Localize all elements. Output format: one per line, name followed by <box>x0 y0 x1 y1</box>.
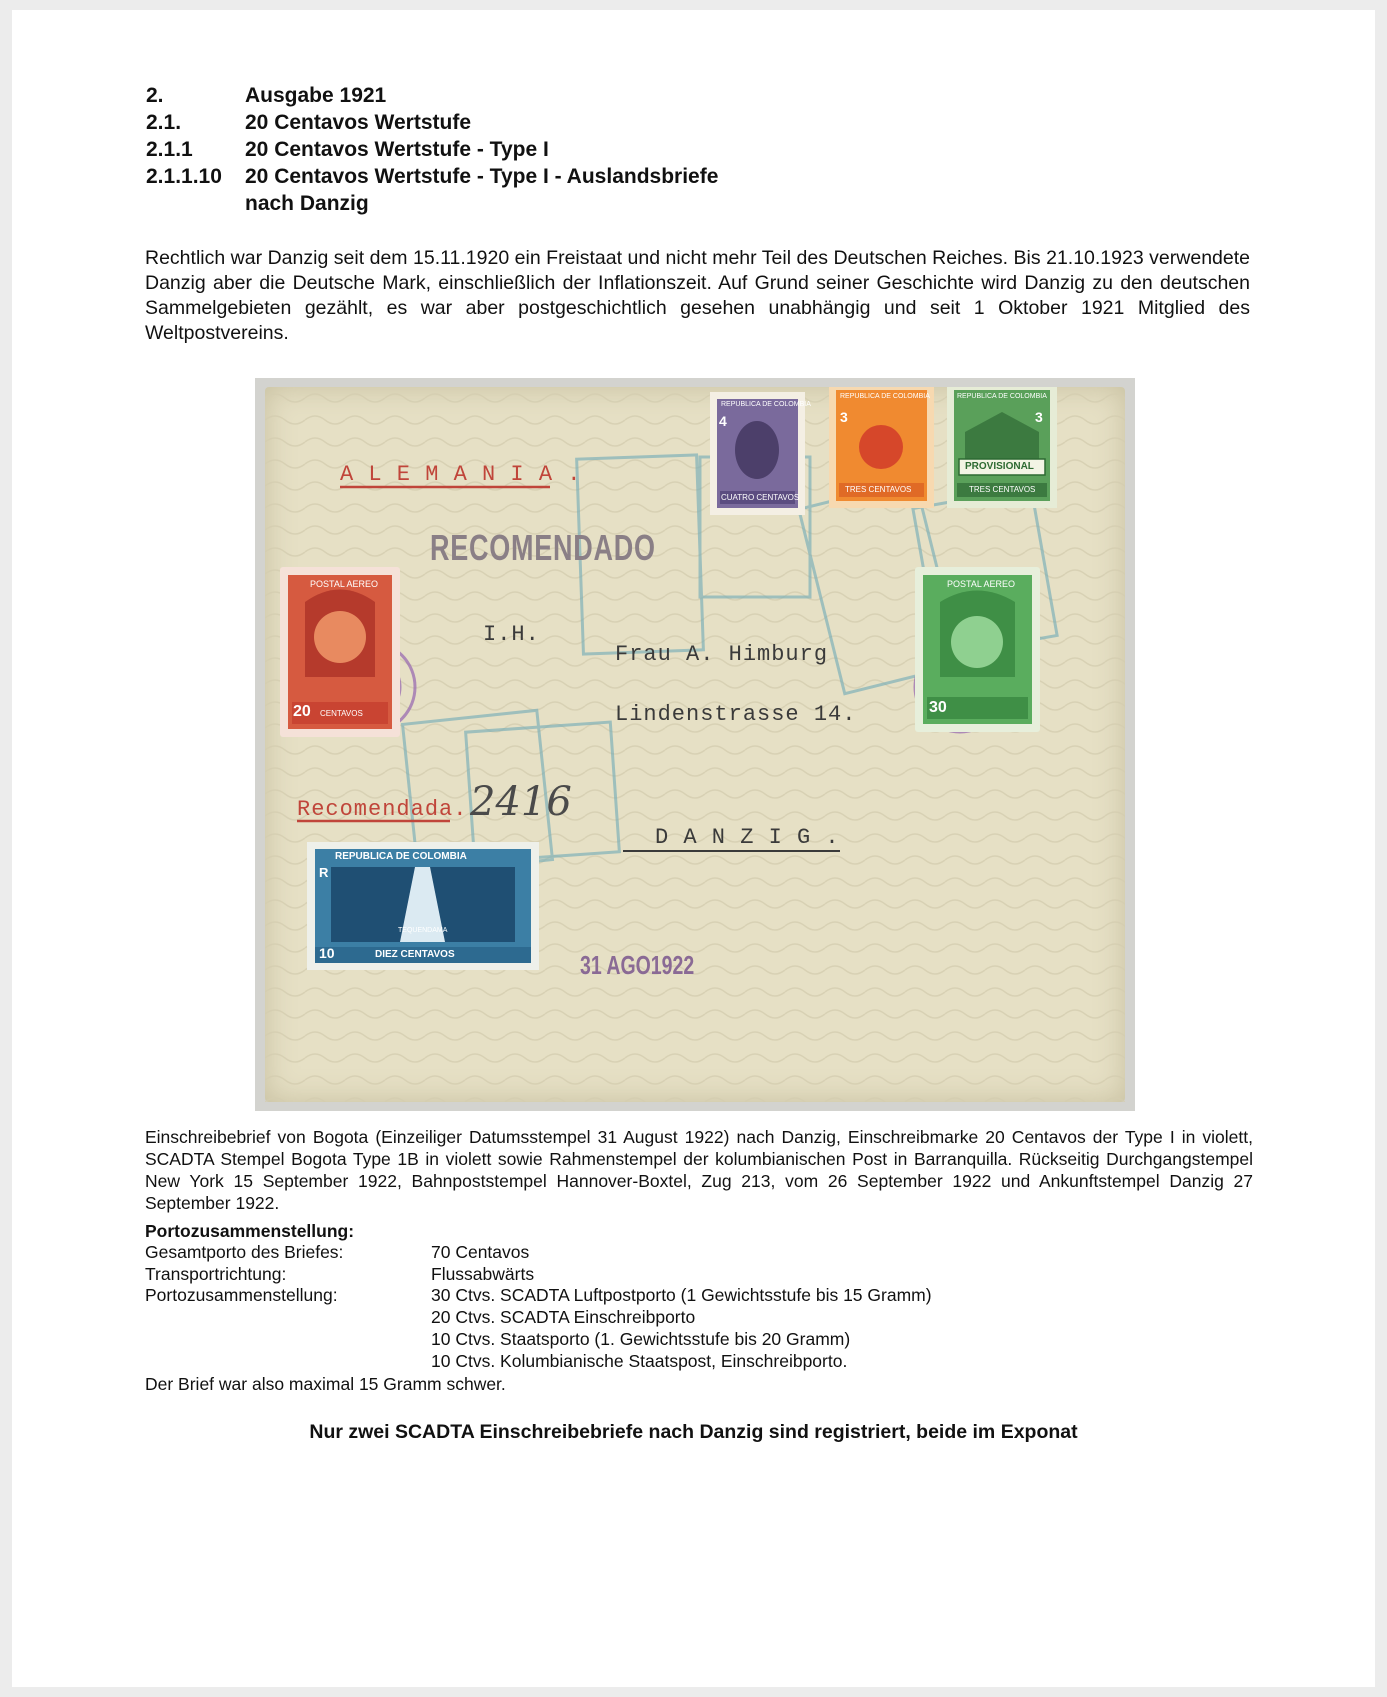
weight-conclusion: Der Brief war also maximal 15 Gramm schwer. <box>145 1374 506 1394</box>
heading-number: 2.1. <box>146 111 182 134</box>
addressee-street: Lindenstrasse 14. <box>615 702 857 727</box>
date-stamp: 31 AGO1922 <box>580 950 695 980</box>
stamp-green-top: REPUBLICA DE COLOMBIA <box>957 393 1047 400</box>
porto-value: 70 Centavos <box>431 1242 530 1262</box>
heading-text: nach Danzig <box>245 192 369 215</box>
recomendado-stamp: RECOMENDADO <box>430 527 656 568</box>
final-note: Nur zwei SCADTA Einschreibebriefe nach Danzig sind registriert, beide im Exponat <box>309 1421 1078 1443</box>
cover-caption: Einschreibebrief von Bogota (Einzeiliger Datumsstempel 31 August 1922) nach Danzig, Einschreibmarke 20 Centavos der Type I in violett, SCADTA Stempel Bogota Type 1B in violett sowie Rahmenstempel der kolumbianischen Post in Barranquilla. Rückseitig Durchgangstempel New York 15 September 1922, Bahnpoststempel Hannover-Boxtel, Zug 213, vom 26 September 1922 und Ankunftstempel Danzig 27 September 1922. <box>145 1127 1253 1213</box>
section-headings <box>146 82 1246 217</box>
porto-row <box>145 1242 1145 1264</box>
stamp-violet-bottom: CUATRO CENTAVOS <box>721 493 800 502</box>
heading-number: 2.1.1.10 <box>146 165 222 188</box>
heading-number: 2.1.1 <box>146 138 193 161</box>
stamp-blue-bottom: DIEZ CENTAVOS <box>375 949 455 960</box>
porto-title: Portozusammenstellung: <box>145 1221 355 1241</box>
registration-number: 2416 <box>470 779 572 825</box>
heading-row <box>146 190 1246 217</box>
destination-country: A L E M A N I A . <box>340 462 582 487</box>
stamp-red-top: POSTAL AEREO <box>310 579 379 589</box>
recomendada-note: Recomendada. <box>297 797 468 822</box>
porto-value: 10 Ctvs. Staatsporto (1. Gewichtsstufe bis 20 Gramm) <box>431 1328 851 1349</box>
heading-row <box>146 82 1246 109</box>
heading-text: 20 Centavos Wertstufe - Type I - Auslandsbriefe <box>245 165 719 188</box>
porto-label: Transportrichtung: <box>145 1263 287 1284</box>
heading-row <box>146 163 1246 190</box>
porto-row <box>145 1307 1145 1329</box>
heading-text: 20 Centavos Wertstufe - Type I <box>245 138 549 161</box>
cover-photo <box>255 378 1135 1111</box>
addressee-name: Frau A. Himburg <box>615 642 829 667</box>
envelope <box>265 387 1125 1102</box>
addressee-city: D A N Z I G . <box>655 825 840 850</box>
stamp-blue-r: R <box>319 865 329 880</box>
stamp-blue-top: REPUBLICA DE COLOMBIA <box>335 851 467 862</box>
porto-label <box>145 1329 431 1351</box>
heading-row <box>146 136 1246 163</box>
porto-value: 30 Ctvs. SCADTA Luftpostporto (1 Gewichtsstufe bis 15 Gramm) <box>431 1285 932 1306</box>
porto-value: 10 Ctvs. Kolumbianische Staatspost, Einschreibporto. <box>431 1350 848 1371</box>
porto-row <box>145 1329 1145 1351</box>
heading-text: 20 Centavos Wertstufe <box>245 111 472 134</box>
stamp-green-value: 3 <box>1035 409 1043 425</box>
stamp-orange-top: REPUBLICA DE COLOMBIA <box>840 393 930 400</box>
stamp-green-air-top: POSTAL AEREO <box>947 579 1016 589</box>
stamp-orange-value: 3 <box>840 409 848 425</box>
porto-label: Portozusammenstellung: <box>145 1285 338 1306</box>
heading-row <box>146 109 1246 136</box>
porto-value: 20 Ctvs. SCADTA Einschreibporto <box>431 1307 696 1328</box>
porto-table <box>145 1242 1145 1372</box>
stamp-violet-top: REPUBLICA DE COLOMBIA <box>721 401 811 408</box>
porto-value: Flussabwärts <box>431 1263 535 1284</box>
heading-number <box>146 190 245 217</box>
stamp-blue-value: 10 <box>319 945 335 961</box>
porto-row <box>145 1351 1145 1373</box>
porto-row <box>145 1264 1145 1286</box>
envelope-artwork <box>265 387 1125 1102</box>
stamp-orange-bottom: TRES CENTAVOS <box>845 485 912 494</box>
stamp-blue-mid: TEQUENDAMA <box>398 927 448 934</box>
stamp-red-bottom: CENTAVOS <box>320 709 363 718</box>
porto-label: Gesamtporto des Briefes: <box>145 1242 344 1262</box>
stamp-violet-value: 4 <box>719 413 727 429</box>
stamp-green-overprint: PROVISIONAL <box>965 461 1034 472</box>
sender-initials: I.H. <box>483 622 540 647</box>
heading-text: Ausgabe 1921 <box>245 84 387 107</box>
porto-row <box>145 1285 1145 1307</box>
heading-number: 2. <box>146 84 164 107</box>
stamp-green-bottom: TRES CENTAVOS <box>969 485 1036 494</box>
stamp-green-air-value: 30 <box>929 699 947 716</box>
porto-label <box>145 1351 431 1373</box>
intro-paragraph: Rechtlich war Danzig seit dem 15.11.1920 ein Freistaat und nicht mehr Teil des Deutschen Reiches. Bis 21.10.1923 verwendete Danzig aber die Deutsche Mark, einschließlich der Inflationszeit. Auf Grund seiner Geschichte wird Danzig zu den deutschen Sammelgebieten gezählt, es war aber postgeschichtlich gesehen unabhängig und seit 1 Oktober 1921 Mitglied des Weltpostvereins. <box>145 247 1250 344</box>
porto-label <box>145 1307 431 1329</box>
stamp-red-value: 20 <box>293 703 311 720</box>
